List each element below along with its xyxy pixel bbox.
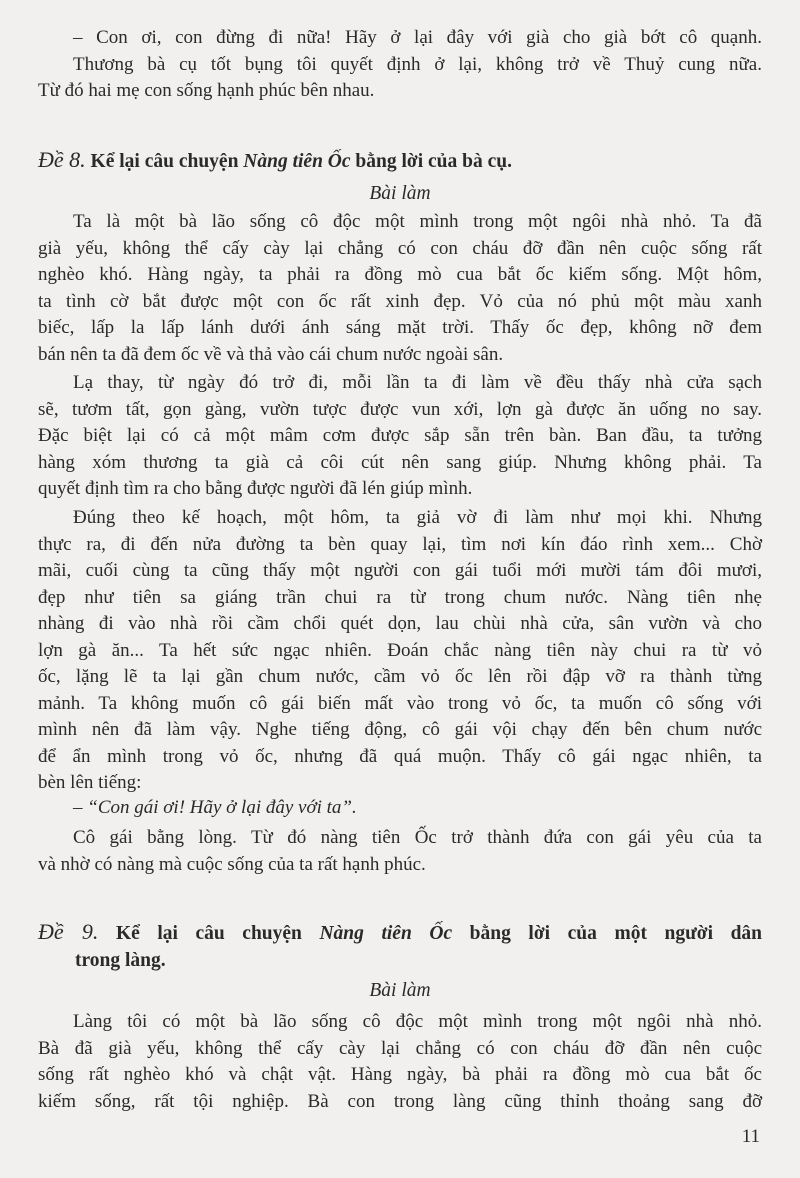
quote-line: – “Con gái ơi! Hãy ở lại đây với ta”. xyxy=(73,797,357,818)
paragraph xyxy=(38,1009,762,1115)
text-line: mãi, cuối cùng ta cũng thấy một người con gái tuổi mới mười tám đôi mươi, xyxy=(38,560,762,581)
text-line: thực ra, đi đến nửa đường ta bèn quay lại, tìm nơi kín đáo rình xem... Chờ xyxy=(38,533,762,555)
text-line: Ta là một bà lão sống cô độc một mình trong một ngôi nhà nhỏ. Ta đã xyxy=(73,211,762,232)
heading-text: bằng lời của một người dân xyxy=(452,923,763,944)
paragraph xyxy=(38,370,762,503)
text-line: Bà đã già yếu, không thể cấy cày lại chẳng có con cháu đỡ đần nên cuộc xyxy=(38,1037,762,1059)
heading-story-title: Nàng tiên Ốc xyxy=(243,151,351,172)
heading-number: Đề 8. xyxy=(38,147,86,172)
heading-de-9 xyxy=(38,919,762,974)
text-line: bèn lên tiếng: xyxy=(38,772,142,793)
text-line: Đúng theo kế hoạch, một hôm, ta giả vờ đi làm như mọi khi. Nhưng xyxy=(73,507,762,528)
text-line: Từ đó hai mẹ con sống hạnh phúc bên nhau. xyxy=(38,80,375,101)
text-line: hàng xóm thương ta già cả côi cút nên sang giúp. Nhưng không phải. Ta xyxy=(38,451,762,473)
text-line: Đặc biệt lại có cả một mâm cơm được sắp sẵn trên bàn. Ban đầu, ta tưởng xyxy=(38,425,762,446)
text-line: để ẩn mình trong vỏ ốc, nhưng đã quá muộn. Thấy cô gái ngạc nhiên, ta xyxy=(38,745,762,767)
heading-text: Kể lại câu chuyện xyxy=(90,151,244,172)
text-line: lợn gà ăn... Ta hết sức ngạc nhiên. Đoán chắc nàng tiên này chui ra từ vỏ xyxy=(38,639,762,661)
text-line: ốc, lặng lẽ ta lại gần chum nước, cầm vỏ ốc lên rồi đập vỡ ra thành từng xyxy=(38,666,762,687)
heading-text: trong làng. xyxy=(75,949,166,971)
dialogue-line: – Con ơi, con đừng đi nữa! Hãy ở lại đây với già cho già bớt cô quạnh. xyxy=(73,27,762,48)
text-line: quyết định tìm ra cho bằng được người đã lén giúp mình. xyxy=(38,478,473,499)
text-line: biếc, lấp la lấp lánh dưới ánh sáng mặt trời. Thấy ốc đẹp, không nỡ đem xyxy=(38,317,762,338)
intro-text xyxy=(38,25,762,105)
text-line: mảnh. Ta không muốn cô gái biến mất vào trong vỏ ốc, ta muốn cô sống với xyxy=(38,692,762,714)
text-line: đẹp như tiên sa giáng trần chui ra từ trong chum nước. Nàng tiên nhẹ xyxy=(38,586,762,608)
text-line: sẽ, tươm tất, gọn gàng, vườn tược được vun xới, lợn gà được ăn uống no say. xyxy=(38,398,762,420)
paragraph xyxy=(38,505,762,797)
text-line: già yếu, không thể cấy cày lại chẳng có con cháu đỡ đần nên cuộc sống rất xyxy=(38,237,762,259)
text-line: mình nên đã làm vậy. Nghe tiếng động, cô gái vội chạy đến bên chum nước xyxy=(38,719,762,740)
text-line: Làng tôi có một bà lão sống cô độc một mình trong một ngôi nhà nhỏ. xyxy=(73,1011,762,1032)
paragraph xyxy=(38,825,762,878)
text-line: Cô gái bằng lòng. Từ đó nàng tiên Ốc trở thành đứa con gái yêu của ta xyxy=(73,827,762,848)
text-line: Lạ thay, từ ngày đó trở đi, mỗi lần ta đi làm về đều thấy nhà cửa sạch xyxy=(73,372,762,393)
text-line: kiếm sống, rất tội nghiệp. Bà con trong làng cũng thỉnh thoảng sang đỡ xyxy=(38,1090,762,1112)
heading-de-8 xyxy=(38,147,762,176)
heading-text: bằng lời của bà cụ. xyxy=(350,151,512,172)
text-line: sống rất nghèo khó và chật vật. Hàng ngày, bà phải ra đồng mò cua bắt ốc xyxy=(38,1064,762,1085)
text-line: ta tình cờ bắt được một con ốc rất xinh đẹp. Vỏ của nó phủ một màu xanh xyxy=(38,290,762,312)
text-line: và nhờ có nàng mà cuộc sống của ta rất hạnh phúc. xyxy=(38,853,426,875)
text-line: bán nên ta đã đem ốc về và thả vào cái chum nước ngoài sân. xyxy=(38,343,504,365)
text-line: nhàng đi vào nhà rồi cầm chổi quét dọn, lau chùi nhà cửa, sân vườn và cho xyxy=(38,613,762,634)
subtitle-bai-lam: Bài làm xyxy=(369,183,431,204)
heading-story-title: Nàng tiên Ốc xyxy=(319,923,453,944)
quote xyxy=(38,795,762,822)
text-line: Thương bà cụ tốt bụng tôi quyết định ở lại, không trở về Thuỷ cung nữa. xyxy=(73,53,762,75)
text-line: nghèo khó. Hàng ngày, ta phải ra đồng mò cua bắt ốc kiếm sống. Một hôm, xyxy=(38,264,762,285)
page-number: 11 xyxy=(741,1126,760,1147)
paragraph xyxy=(38,209,762,368)
subtitle-bai-lam: Bài làm xyxy=(369,980,431,1001)
heading-number: Đề 9. xyxy=(38,919,99,944)
heading-text: Kể lại câu chuyện xyxy=(115,923,320,944)
